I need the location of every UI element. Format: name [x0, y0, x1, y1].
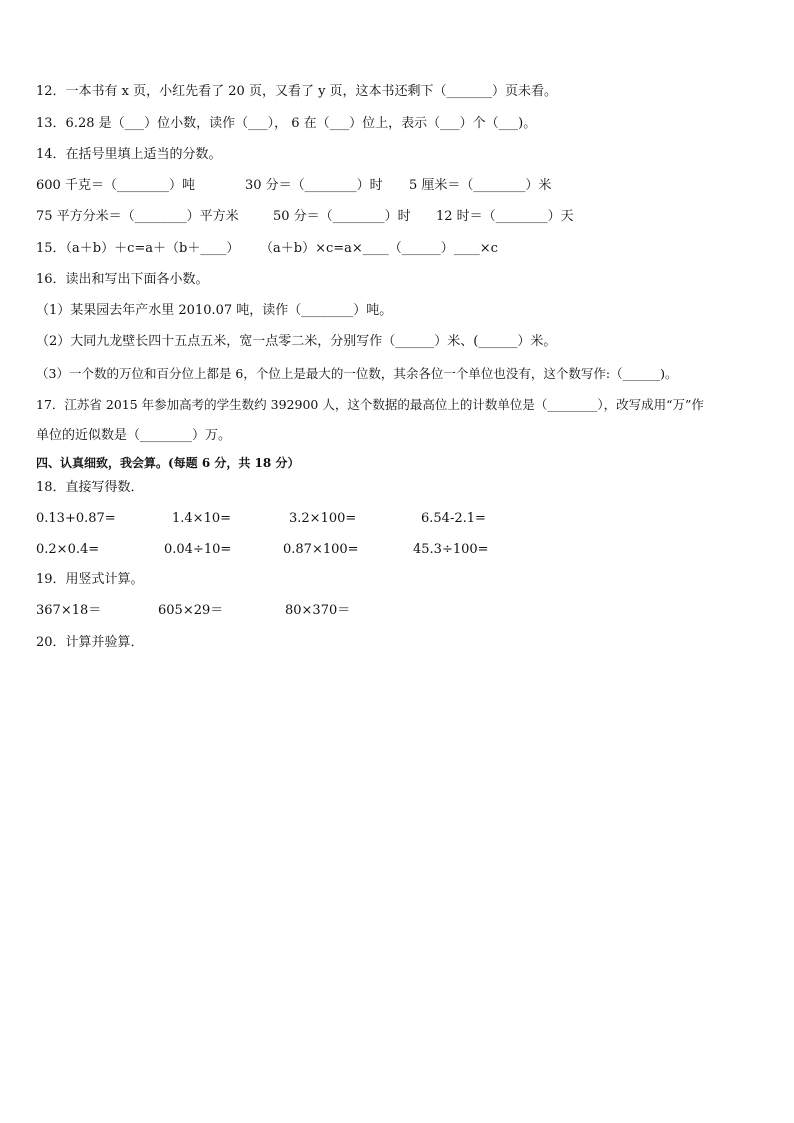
- q14-row2-item1: 75 平方分米＝（________）平方米: [36, 209, 239, 224]
- question-18-title: 18．直接写得数．: [36, 480, 144, 495]
- q19-item1: 367×18＝: [36, 603, 102, 618]
- q18-row1-item3: 3.2×100=: [289, 511, 357, 526]
- question-16-sub2: （2）大同九龙壁长四十五点五米，宽一点零二米，分别写作（______）米、(______）米。: [36, 334, 557, 349]
- q14-row2-item3: 12 时＝（________）天: [436, 209, 574, 224]
- question-16-sub1: （1）某果园去年产水里 2010.07 吨，读作（________）吨。: [36, 303, 393, 318]
- q14-row2-item2: 50 分＝（________）时: [273, 209, 411, 224]
- q18-row2-item2: 0.04÷10=: [164, 542, 232, 557]
- question-12: 12．一本书有 x 页，小红先看了 20 页，又看了 y 页，这本书还剩下（_______）页未看。: [36, 84, 558, 99]
- q18-row1-item2: 1.4×10=: [172, 511, 232, 526]
- question-20: 20．计算并验算．: [36, 635, 144, 650]
- q18-row1-item1: 0.13+0.87=: [36, 511, 116, 526]
- section-4-heading: 四、认真细致，我会算。(每题 6 分，共 18 分）: [36, 456, 300, 470]
- q14-row1-item2: 30 分＝（________）时: [245, 178, 383, 193]
- q14-row1-item1: 600 千克＝（________）吨: [36, 178, 195, 193]
- q18-row2-item3: 0.87×100=: [283, 542, 359, 557]
- q18-row2-item1: 0.2×0.4=: [36, 542, 100, 557]
- q19-item2: 605×29＝: [158, 603, 224, 618]
- question-19-title: 19．用竖式计算。: [36, 572, 144, 587]
- q14-row1-item3: 5 厘米＝（________）米: [409, 178, 552, 193]
- question-15-part2: （a＋b）×c=a×____（______）____×c: [260, 241, 498, 256]
- question-16-sub3: （3）一个数的万位和百分位上都是 6，个位上是最大的一位数，其余各位一个单位也没有，这个数写作:（______)。: [36, 366, 678, 381]
- question-17-line2: 单位的近似数是（________）万。: [36, 428, 232, 443]
- question-15-part1: 15．（a＋b）＋c=a＋（b＋____）: [36, 241, 240, 256]
- q18-row1-item4: 6.54-2.1=: [421, 511, 486, 526]
- question-17-line1: 17．江苏省 2015 年参加高考的学生数约 392900 人，这个数据的最高位上的计数单位是（________），改写成用“万”作: [36, 397, 704, 412]
- question-16-title: 16．读出和写出下面各小数。: [36, 272, 209, 287]
- q19-item3: 80×370＝: [285, 603, 351, 618]
- question-13: 13．6.28 是（___）位小数，读作（___）， 6 在（___）位上，表示（___）个（___)。: [36, 116, 537, 131]
- q18-row2-item4: 45.3÷100=: [413, 542, 489, 557]
- question-14-title: 14．在括号里填上适当的分数。: [36, 147, 222, 162]
